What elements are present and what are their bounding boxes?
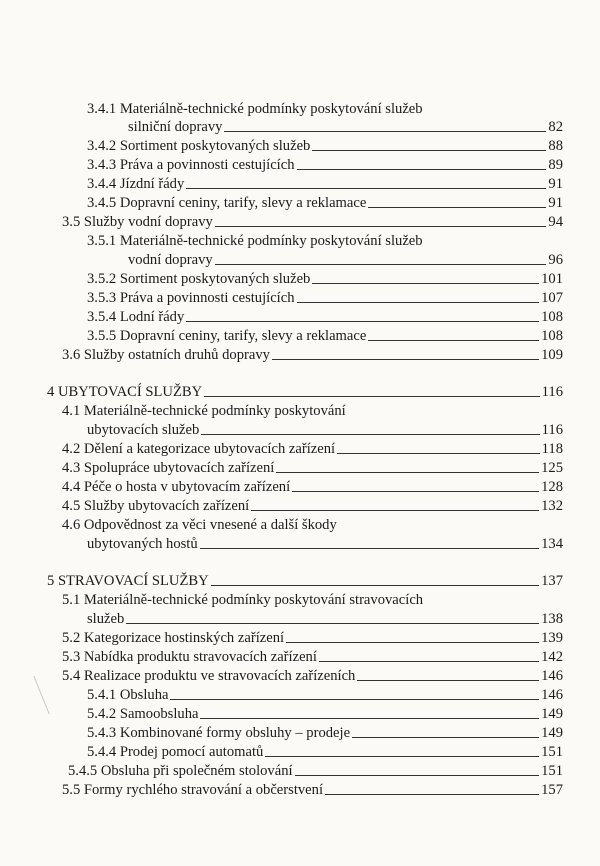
toc-entry-title: 3.5.5 Dopravní ceniny, tarify, slevy a reklamace xyxy=(87,328,367,344)
leader-line xyxy=(312,150,546,151)
toc-entry-title: 4.1 Materiálně-technické podmínky poskytování xyxy=(62,403,346,419)
toc-entry-title: 3.4.2 Sortiment poskytovaných služeb xyxy=(87,138,311,154)
toc-entry xyxy=(87,686,563,704)
leader-line xyxy=(357,680,539,681)
toc-entry-page: 128 xyxy=(541,479,563,495)
toc-entry-title: 5.4.3 Kombinované formy obsluhy – prodeje xyxy=(87,725,351,741)
toc-entry xyxy=(62,591,563,609)
toc-entry xyxy=(128,118,563,136)
leader-line xyxy=(286,642,539,643)
toc-entry xyxy=(62,440,563,458)
toc-entry xyxy=(62,781,563,799)
toc-entry-page: 94 xyxy=(548,214,563,230)
toc-entry xyxy=(62,478,563,496)
toc-entry-title: 3.4.5 Dopravní ceniny, tarify, slevy a reklamace xyxy=(87,195,367,211)
toc-entry xyxy=(87,535,563,553)
leader-line xyxy=(337,453,540,454)
leader-line xyxy=(265,756,539,757)
toc-entry-title: ubytovaných hostů xyxy=(87,536,198,552)
toc-entry-page: 146 xyxy=(541,687,563,703)
toc-entry-title: 3.4.3 Práva a povinnosti cestujících xyxy=(87,157,295,173)
toc-entry-title: 4.5 Služby ubytovacích zařízení xyxy=(62,498,250,514)
toc-entry xyxy=(87,705,563,723)
toc-entry-page: 149 xyxy=(541,725,563,741)
pencil-mark xyxy=(33,676,61,714)
toc-entry-page: 108 xyxy=(541,328,563,344)
toc-entry xyxy=(62,648,563,666)
toc-entry-title: 3.5.4 Lodní řády xyxy=(87,309,185,325)
toc-entry-title: 4.4 Péče o hosta v ubytovacím zařízení xyxy=(62,479,291,495)
leader-line xyxy=(319,661,539,662)
leader-line xyxy=(186,188,546,189)
toc-entry xyxy=(87,421,563,439)
toc-entry-page: 146 xyxy=(541,668,563,684)
toc-entry-title: 3.5 Služby vodní dopravy xyxy=(62,214,213,230)
toc-entry-title: 5.4 Realizace produktu ve stravovacích zařízeních xyxy=(62,668,356,684)
toc-entry-page: 132 xyxy=(541,498,563,514)
toc-entry xyxy=(87,175,563,193)
toc-entry-title: 5.1 Materiálně-technické podmínky poskytování stravovacích xyxy=(62,592,424,608)
toc-entry-page: 151 xyxy=(541,744,563,760)
toc-entry-page: 157 xyxy=(541,782,563,798)
toc-entry-title: 3.4.4 Jízdní řády xyxy=(87,176,185,192)
leader-line xyxy=(292,491,539,492)
toc-entry xyxy=(128,251,563,269)
leader-line xyxy=(251,510,539,511)
toc-entry-page: 109 xyxy=(541,347,563,363)
toc-entry-page: 125 xyxy=(541,460,563,476)
toc-entry-title: 4.6 Odpovědnost za věci vnesené a další škody xyxy=(62,517,337,533)
toc-entry-page: 91 xyxy=(548,176,563,192)
toc-entry-title: 5.5 Formy rychlého stravování a občerstvení xyxy=(62,782,323,798)
toc-entry-page: 149 xyxy=(541,706,563,722)
leader-line xyxy=(272,359,539,360)
leader-line xyxy=(325,794,539,795)
toc-entry xyxy=(62,346,563,364)
leader-line xyxy=(368,207,546,208)
toc-entry xyxy=(62,402,563,420)
leader-line xyxy=(215,226,547,227)
toc-entry-title: silniční dopravy xyxy=(128,119,223,135)
leader-line xyxy=(297,169,547,170)
toc-entry-page: 116 xyxy=(541,384,563,400)
toc-chapter-title: 4 UBYTOVACÍ SLUŽBY xyxy=(47,384,203,400)
toc-entry-title: 5.4.1 Obsluha xyxy=(87,687,169,703)
toc-entry-page: 107 xyxy=(541,290,563,306)
toc-entry-title: 5.3 Nabídka produktu stravovacích zařízení xyxy=(62,649,317,665)
toc-entry-title: 4.2 Dělení a kategorizace ubytovacích zařízení xyxy=(62,441,336,457)
toc-entry xyxy=(87,156,563,174)
toc-entry-page: 134 xyxy=(541,536,563,552)
leader-line xyxy=(276,472,539,473)
toc-entry xyxy=(87,743,563,761)
toc-entry-page: 89 xyxy=(548,157,563,173)
toc-entry xyxy=(87,289,563,307)
toc-chapter xyxy=(47,383,563,401)
toc-entry-title: ubytovacích služeb xyxy=(87,422,200,438)
toc-entry-title: 3.6 Služby ostatních druhů dopravy xyxy=(62,347,270,363)
toc-entry-title: 5.4.4 Prodej pomocí automatů xyxy=(87,744,264,760)
leader-line xyxy=(204,396,539,397)
toc-entry xyxy=(87,327,563,345)
toc-entry-page: 118 xyxy=(541,441,563,457)
toc-entry-title: 5.4.5 Obsluha při společném stolování xyxy=(68,763,293,779)
toc-entry xyxy=(62,459,563,477)
toc-entry-page: 91 xyxy=(548,195,563,211)
toc-entry xyxy=(62,213,563,231)
leader-line xyxy=(312,283,539,284)
toc-entry xyxy=(87,270,563,288)
leader-line xyxy=(352,737,539,738)
leader-line xyxy=(211,585,539,586)
toc-entry-page: 142 xyxy=(541,649,563,665)
leader-line xyxy=(200,718,539,719)
leader-line xyxy=(295,775,540,776)
toc-entry-page: 88 xyxy=(548,138,563,154)
toc-entry-page: 151 xyxy=(541,763,563,779)
leader-line xyxy=(224,131,546,132)
toc-entry-page: 139 xyxy=(541,630,563,646)
toc-chapter-title: 5 STRAVOVACÍ SLUŽBY xyxy=(47,573,209,589)
toc-entry-title: 5.4.2 Samoobsluha xyxy=(87,706,199,722)
toc-entry-page: 137 xyxy=(541,573,563,589)
toc-entry-page: 138 xyxy=(541,611,563,627)
toc-entry-page: 101 xyxy=(541,271,563,287)
toc-entry xyxy=(62,516,563,534)
toc-entry xyxy=(62,667,563,685)
leader-line xyxy=(368,340,539,341)
toc-entry-title: 3.4.1 Materiálně-technické podmínky poskytování služeb xyxy=(87,101,423,117)
toc-entry xyxy=(62,497,563,515)
toc-entry xyxy=(87,232,563,250)
toc-entry-page: 96 xyxy=(548,252,563,268)
toc-entry xyxy=(87,100,563,118)
toc-entry-page: 116 xyxy=(541,422,563,438)
leader-line xyxy=(170,699,539,700)
toc-entry xyxy=(87,724,563,742)
toc-entry xyxy=(87,610,563,628)
toc-entry xyxy=(87,194,563,212)
toc-entry-title: 3.5.1 Materiálně-technické podmínky poskytování služeb xyxy=(87,233,423,249)
toc-entry-title: vodní dopravy xyxy=(128,252,213,268)
toc-entry-title: 3.5.3 Práva a povinnosti cestujících xyxy=(87,290,295,306)
leader-line xyxy=(126,623,539,624)
toc-entry xyxy=(68,762,563,780)
toc-entry xyxy=(87,137,563,155)
toc-entry-title: 3.5.2 Sortiment poskytovaných služeb xyxy=(87,271,311,287)
toc-entry-page: 108 xyxy=(541,309,563,325)
toc-entry-title: 4.3 Spolupráce ubytovacích zařízení xyxy=(62,460,275,476)
toc-entry-title: 5.2 Kategorizace hostinských zařízení xyxy=(62,630,285,646)
toc-entry-page: 82 xyxy=(548,119,563,135)
leader-line xyxy=(186,321,539,322)
toc-chapter xyxy=(47,572,563,590)
toc-entry xyxy=(62,629,563,647)
leader-line xyxy=(200,548,539,549)
toc-entry-title: služeb xyxy=(87,611,125,627)
leader-line xyxy=(201,434,539,435)
leader-line xyxy=(215,264,547,265)
toc-entry xyxy=(87,308,563,326)
leader-line xyxy=(297,302,540,303)
